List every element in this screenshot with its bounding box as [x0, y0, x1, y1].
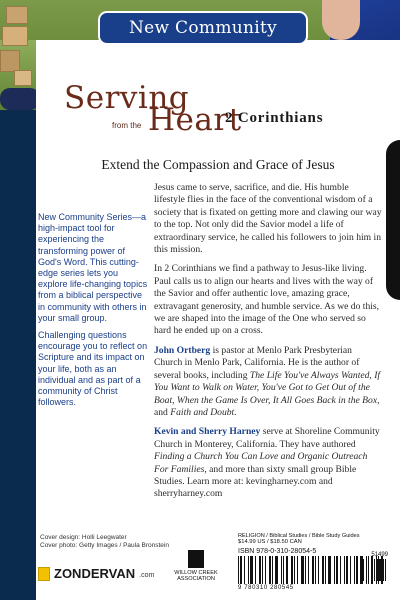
title-from-the: from the: [112, 121, 142, 130]
barcode-bar: [356, 556, 358, 584]
addon-number: 51499: [371, 552, 388, 558]
barcode-bar: [340, 556, 341, 584]
series-banner: New Community: [98, 11, 308, 45]
credit-design: Cover design: Holli Leegwater: [40, 534, 127, 541]
barcode-bar: [259, 556, 261, 584]
addon-bar: [371, 559, 373, 581]
publisher-suffix: .com: [139, 572, 155, 579]
cardboard-box: [14, 70, 32, 86]
category-text: RELIGION / Biblical Studies / Bible Study Guides: [238, 533, 360, 539]
title-heart: Heart: [148, 102, 242, 138]
barcode-bar: [322, 556, 324, 584]
cardboard-box: [0, 50, 20, 72]
barcode-bar: [315, 556, 316, 584]
barcode-bar: [238, 556, 239, 584]
barcode-bar: [265, 556, 266, 584]
addon-bar: [362, 559, 364, 581]
book-titles: The Life You've Always Wanted, If You Want to Walk on Water, You've Got to Get Out of the Boat, When the Game Is Over, It All Goes Back in the Box,: [154, 369, 381, 406]
cardboard-box: [2, 26, 28, 46]
addon-bar: [360, 559, 361, 581]
zondervan-icon: [38, 567, 50, 581]
back-cover-copy: [154, 182, 382, 508]
author-name: John Ortberg: [154, 344, 211, 356]
isbn-text: ISBN 978-0-310-28054-5: [238, 548, 317, 556]
series-description-p2: Challenging questions encourage you to reflect on Scripture and its impact on your life, both as an individual and as part of a community of Christ followers.: [38, 330, 148, 408]
bio-text: is pastor at Menlo Park Presbyterian Church in Menlo Park, California. He is the author of several books, including: [154, 344, 360, 381]
willow-creek-logo: [170, 550, 222, 583]
barcode-bar: [255, 556, 256, 584]
price-text: $14.99 US / $18.50 CAN: [238, 539, 302, 546]
barcode-bar: [344, 556, 345, 584]
addon-bar: [366, 559, 367, 581]
barcode-bar: [286, 556, 288, 584]
publisher-logo: [38, 566, 154, 581]
author-bio-harney: [154, 426, 382, 500]
barcode-bar: [325, 556, 326, 584]
book-name: 2 Corinthians: [225, 110, 324, 126]
willow-creek-icon: [188, 550, 204, 568]
barcode-bar: [297, 556, 298, 584]
publisher-name: ZONDERVAN: [54, 566, 136, 581]
barcode-bar: [336, 556, 338, 584]
book-titles: Finding a Church You Can Love and Organic Outreach For Families,: [154, 451, 368, 475]
shoe: [0, 88, 40, 110]
barcode-bar: [312, 556, 314, 584]
series-description: [38, 212, 150, 486]
author-bio-ortberg: [154, 345, 382, 419]
tagline: Extend the Compassion and Grace of Jesus: [101, 157, 335, 172]
barcode-bar: [291, 556, 293, 584]
series-description-p1: New Community Series—a high-impact tool for experiencing the transforming power of God's Word. This cutting-edge series lets you explore life-changing topics from a biblical perspective in community with others in your small group.: [38, 212, 148, 323]
body-paragraph-2: In 2 Corinthians we find a pathway to Jesus-like living. Paul calls us to align our hearts and lives with the way of the Savior and offer authentic love, amazing grace, extravagant generosity, and humble service. As we do this, we are shaped into the image of the One who served so hard he ended up on a cross.: [154, 263, 380, 337]
addon-bar: [374, 559, 375, 581]
willow-line2: ASSOCIATION: [177, 576, 215, 583]
cardboard-box: [6, 6, 28, 24]
barcode-bar: [283, 556, 284, 584]
author-name: Kevin and Sherry Harney: [154, 426, 261, 438]
barcode-block: [238, 533, 390, 593]
barcode-bar: [350, 556, 351, 584]
addon-bar: [379, 559, 381, 581]
barcode-bar: [244, 556, 245, 584]
barcode-bar: [250, 556, 253, 584]
barcode-bar: [308, 556, 309, 584]
addon-bar: [368, 559, 369, 581]
barcode-bar: [281, 556, 282, 584]
addon-bar: [383, 559, 384, 581]
barcode-bar: [305, 556, 306, 584]
bio-text: and more than sixty small group Bible Studies. Learn more at: kevingharney.com and sherryharney.com: [154, 463, 357, 500]
barcode-bar: [275, 556, 278, 584]
bio-text: and: [154, 406, 171, 418]
credit-photo: Cover photo: Getty Images / Paula Bronstein: [40, 541, 169, 549]
barcode-bar: [334, 556, 335, 584]
bio-text: serve at Shoreline Community Church in Monterey, California. They have authored: [154, 426, 380, 450]
body-paragraph-1: Jesus came to serve, sacrifice, and die. His humble lifestyle flies in the face of the conventional wisdom of a society that is fixated on getting more and clawing our way to the top. Not only did the Savior model a life of extraordinary service, he called his followers to join him in this mission.: [154, 182, 382, 256]
barcode-bar: [272, 556, 273, 584]
book-titles: Faith and Doubt.: [170, 406, 237, 418]
cover-credits: [40, 534, 169, 549]
barcode-bar: [354, 556, 355, 584]
barcode-bar: [262, 556, 263, 584]
barcode-bar: [269, 556, 271, 584]
barcode-number: 9 780310 280545: [238, 585, 294, 592]
willow-line1: WILLOW CREEK: [174, 570, 218, 576]
barcode-bar: [240, 556, 242, 584]
barcode-bar: [301, 556, 304, 584]
addon-bars: [360, 559, 388, 581]
barcode-bar: [248, 556, 249, 584]
barcode-bar: [318, 556, 319, 584]
addon-bar: [385, 559, 386, 581]
barcode-bar: [328, 556, 331, 584]
barcode-bar: [294, 556, 295, 584]
addon-bar: [377, 559, 378, 581]
title-serving: Serving: [64, 80, 190, 116]
barcode-bar: [346, 556, 348, 584]
person-arm: [322, 0, 360, 40]
